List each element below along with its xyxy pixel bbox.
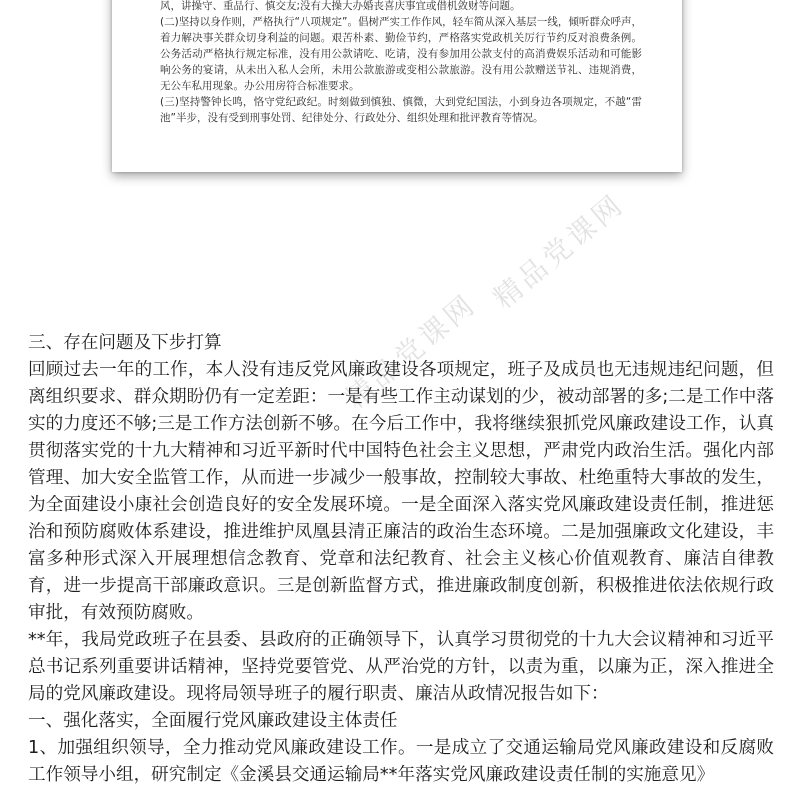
watermark: 精品党课网 <box>339 287 483 416</box>
document-preview-card <box>112 0 682 172</box>
document-body <box>28 330 774 789</box>
preview-line: (三)坚持警钟长鸣，恪守党纪政纪。时刻做到慎独、慎微，大到党纪国法，小到身边各项规定，不越“雷池”半步，没有受到刑事处罚、纪律处分、行政处分、组织处理和批评教育等情况。 <box>160 96 642 124</box>
paragraph: 1、加强组织领导，全力推动党风廉政建设工作。一是成立了交通运输局党风廉政建设和反腐败工作领导小组，研究制定《金溪县交通运输局**年落实党风廉政建设责任制的实施意见》 <box>28 738 774 785</box>
preview-line: 风，讲操守、重品行、慎交友;没有大操大办婚丧喜庆事宜或借机敛财等问题。 <box>160 0 521 12</box>
preview-line: (二)坚持以身作则，严格执行“八项规定”。倡树严实工作作风，轻车简从深入基层一线，倾听群众呼声，着力解决事关群众切身利益的问题。艰苦朴素、勤俭节约，严格落实党政机关厉行节约反对浪费条例。公务活动严格执行规定标准，没有用公款请吃、吃请，没有参加用公款支付的高消费娱乐活动和可能影响公务的宴请，从未出入私人会所，未用公款旅游或变相公款旅游。没有用公款赠送节礼、违规消费，无公车私用现象。办公用房符合标准要求。 <box>160 16 642 92</box>
preview-text <box>160 0 642 126</box>
paragraph: 回顾过去一年的工作，本人没有违反党风廉政建设各项规定，班子及成员也无违规违纪问题，但离组织要求、群众期盼仍有一定差距：一是有些工作主动谋划的少，被动部署的多;二是工作中落实的力度还不够;三是工作方法创新不够。在今后工作中，我将继续狠抓党风廉政建设工作，认真贯彻落实党的十九大精神和习近平新时代中国特色社会主义思想，严肃党内政治生活。强化内部管理、加大安全监管工作，从而进一步减少一般事故，控制较大事故、杜绝重特大事故的发生，为全面建设小康社会创造良好的安全发展环境。一是全面深入落实党风廉政建设责任制，推进惩治和预防腐败体系建设，推进维护凤凰县清正廉洁的政治生态环境。二是加强廉政文化建设，丰富多种形式深入开展理想信念教育、党章和法纪教育、社会主义核心价值观教育、廉洁自律教育，进一步提高干部廉政意识。三是创新监督方式，推进廉政制度创新，积极推进依法依规行政审批，有效预防腐败。 <box>28 360 774 623</box>
section-heading: 三、存在问题及下步打算 <box>28 333 222 353</box>
paragraph: **年，我局党政班子在县委、县政府的正确领导下，认真学习贯彻党的十九大会议精神和习近平总书记系列重要讲话精神，坚持党要管党、从严治党的方针，以责为重，以廉为正，深入推进全局的党风廉政建设。现将局领导班子的履行职责、廉洁从政情况报告如下： <box>28 630 774 704</box>
section-heading: 一、强化落实，全面履行党风廉政建设主体责任 <box>28 711 398 731</box>
watermark: 精品党课网 <box>487 187 631 316</box>
